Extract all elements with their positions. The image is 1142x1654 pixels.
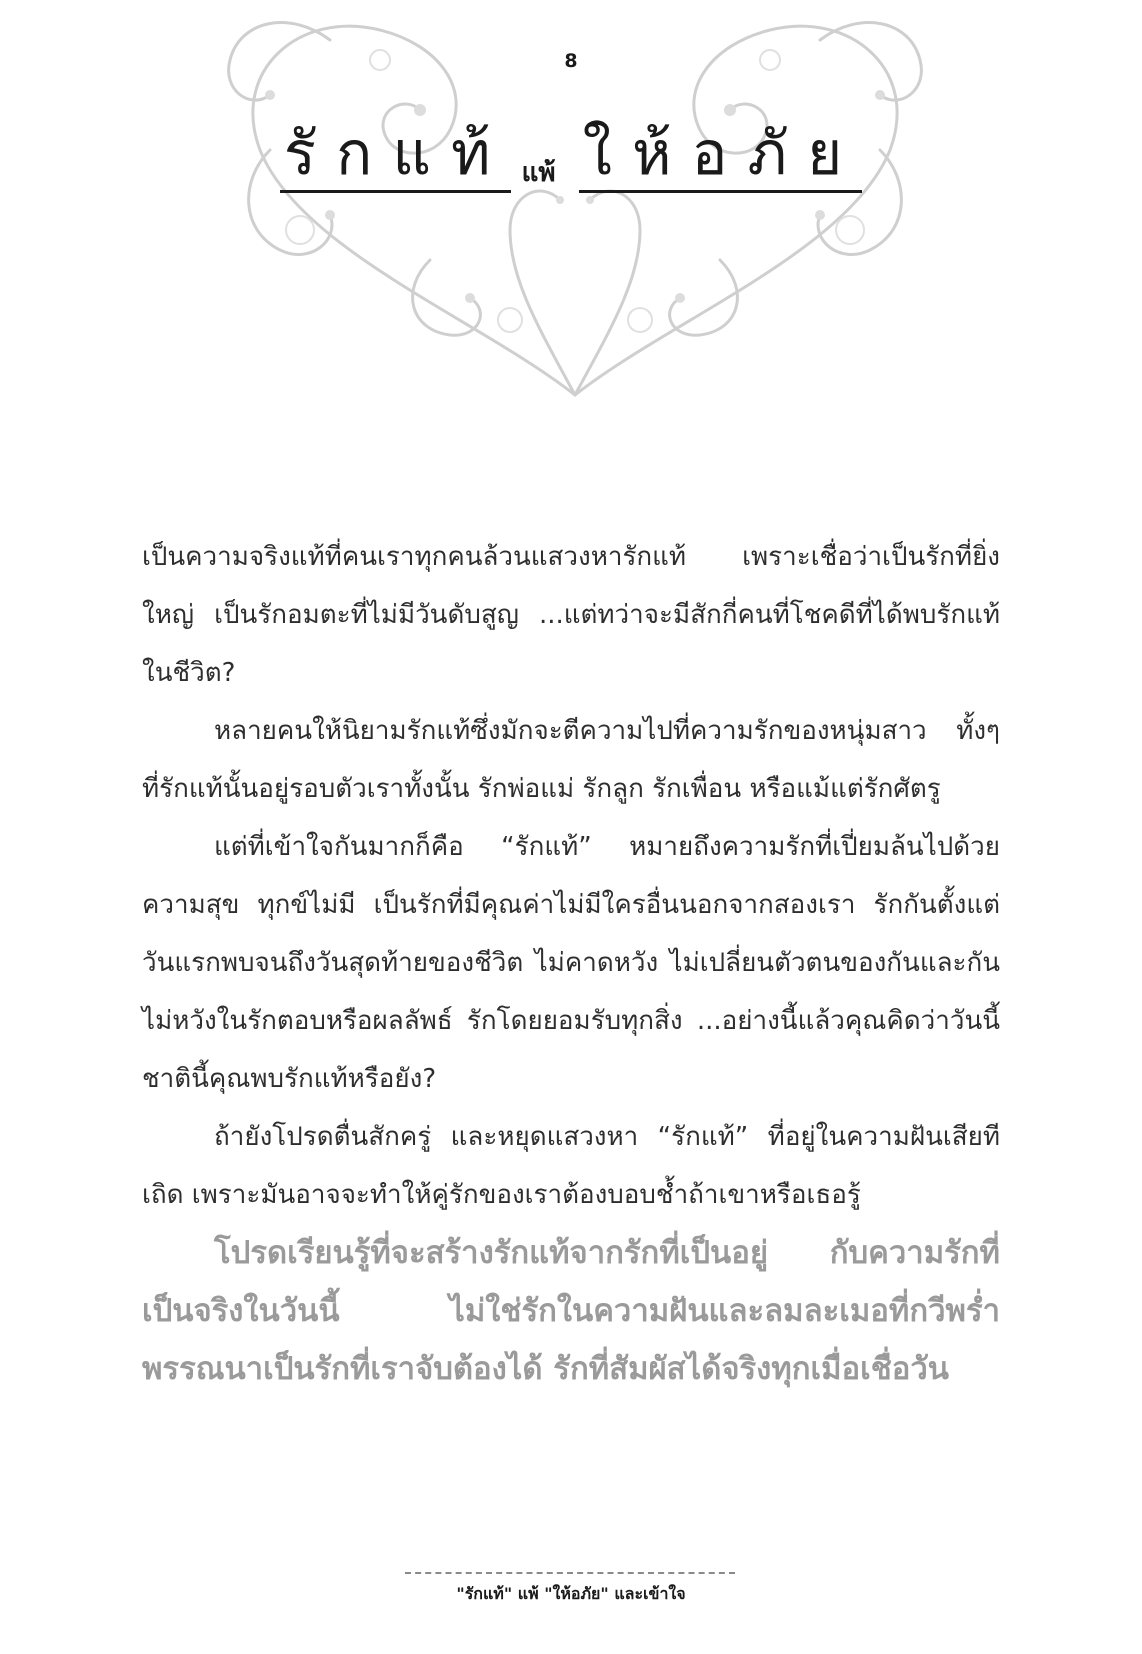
- title-connector: แพ้: [521, 158, 556, 188]
- title-word-forgiveness: ให้อภัย: [579, 118, 863, 193]
- running-footer: "รักแท้" แพ้ "ให้อภัย" และเข้าใจ: [456, 1584, 686, 1603]
- page-number: 8: [564, 50, 578, 72]
- body-text: [142, 528, 1000, 1398]
- footer-divider: [405, 1572, 735, 1574]
- paragraph-4: ถ้ายังโปรดตื่นสักครู่ และหยุดแสวงหา “รักแท้” ที่อยู่ในความฝันเสียทีเถิด เพราะมันอาจจะทำให้คู่รักของเราต้องบอบช้ำถ้าเขาหรือเธอรู้: [142, 1122, 1000, 1210]
- paragraph-3: แต่ที่เข้าใจกันมากก็คือ “รักแท้” หมายถึงความรักที่เปี่ยมล้นไปด้วยความสุข ทุกข์ไม่มี เป็นรักที่มีคุณค่าไม่มีใครอื่นนอกจากสองเรา รักกันตั้งแต่วันแรกพบจนถึงวันสุดท้ายของชีวิต ไม่คาดหวัง ไม่เปลี่ยนตัวตนของกันและกัน ไม่หวังในรักตอบหรือผลลัพธ์ รักโดยยอมรับทุกสิ่ง ...อย่างนี้แล้วคุณคิดว่าวันนี้ ชาตินี้คุณพบรักแท้หรือยัง?: [142, 832, 1000, 1094]
- page-title: [0, 118, 1142, 193]
- paragraph-2: หลายคนให้นิยามรักแท้ซึ่งมักจะตีความไปที่ความรักของหนุ่มสาว ทั้งๆ ที่รักแท้นั้นอยู่รอบตัวเราทั้งนั้น รักพ่อแม่ รักลูก รักเพื่อน หรือแม้แต่รักศัตรู: [142, 716, 1000, 804]
- title-word-true-love: รักแท้: [280, 118, 511, 193]
- emphasis-paragraph: โปรดเรียนรู้ที่จะสร้างรักแท้จากรักที่เป็นอยู่ กับความรักที่เป็นจริงในวันนี้ ไม่ใช่รักในความฝันและลมละเมอที่กวีพร่ำพรรณนาเป็นรักที่เราจับต้องได้ รักที่สัมผัสได้จริงทุกเมื่อเชื่อวัน: [142, 1235, 1000, 1387]
- paragraph-1: เป็นความจริงแท้ที่คนเราทุกคนล้วนแสวงหารักแท้ เพราะเชื่อว่าเป็นรักที่ยิ่งใหญ่ เป็นรักอมตะที่ไม่มีวันดับสูญ ...แต่ทว่าจะมีสักกี่คนที่โชคดีที่ได้พบรักแท้ในชีวิต?: [142, 542, 1000, 688]
